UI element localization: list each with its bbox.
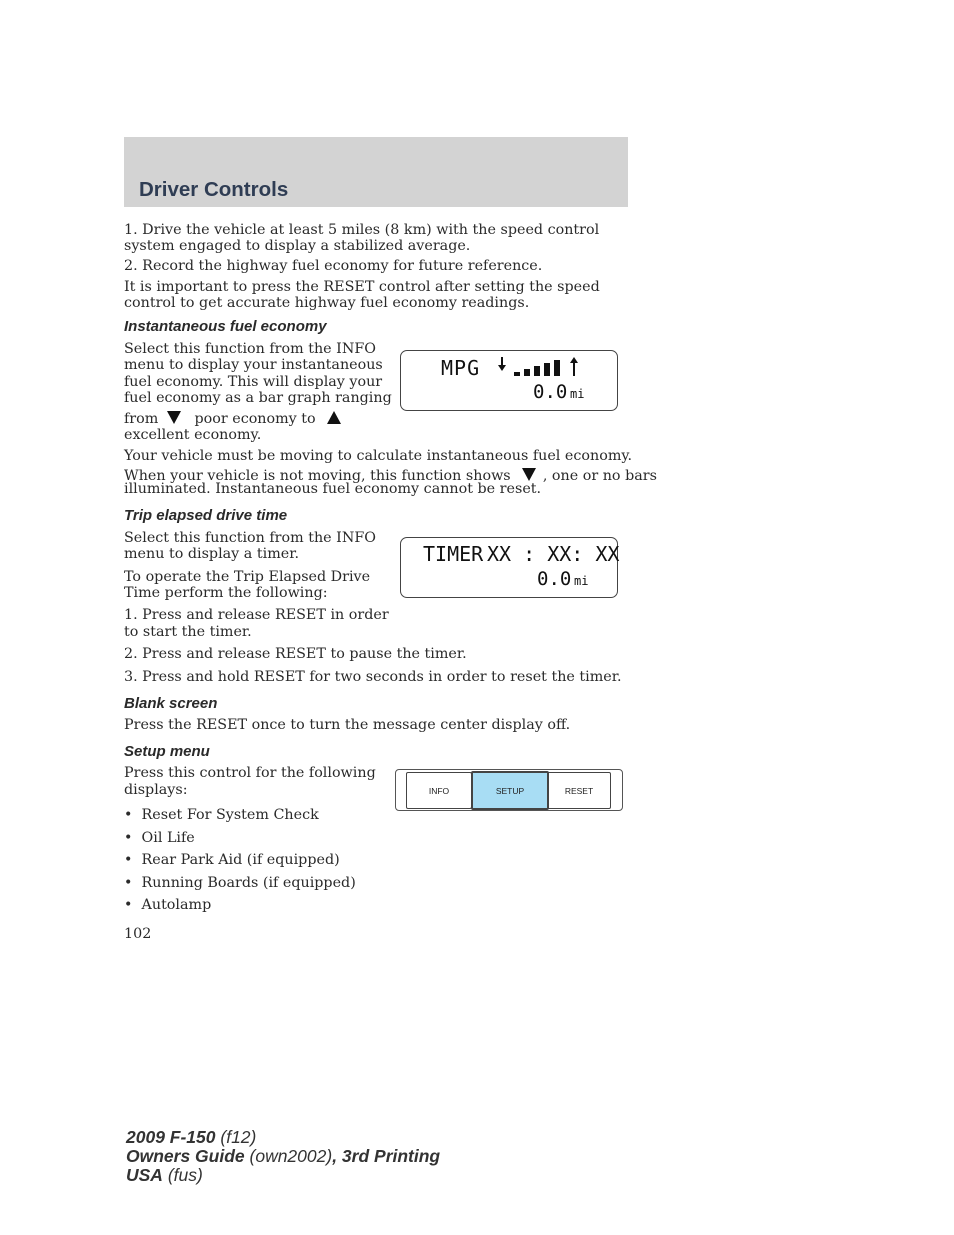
trip-step-2: 2. Press and release RESET to pause the timer.	[124, 646, 467, 662]
economy-bar	[544, 363, 550, 376]
info-button[interactable]: INFO	[406, 772, 472, 809]
economy-bar	[524, 369, 530, 376]
mpg-bar-graph	[495, 355, 585, 377]
heading-trip-elapsed-drive-time: Trip elapsed drive time	[124, 507, 288, 524]
heading-instantaneous-fuel-economy: Instantaneous fuel economy	[124, 318, 327, 335]
blank-screen-text: Press the RESET once to turn the message center display off.	[124, 717, 571, 733]
trip-p1-line-1: Select this function from the INFO	[124, 530, 376, 546]
footer-line-3: USA (fus)	[126, 1165, 203, 1185]
timer-display	[400, 537, 618, 598]
trip-p1-line-2: menu to display a timer.	[124, 546, 300, 562]
timer-value: 0.0	[537, 568, 572, 590]
intro-step-2: 2. Record the highway fuel economy for future reference.	[124, 258, 543, 274]
economy-bar	[534, 366, 540, 376]
mpg-display	[400, 350, 618, 411]
timer-label: TIMER	[423, 542, 484, 566]
list-item: • Reset For System Check	[124, 807, 319, 823]
mpg-value: 0.0	[533, 381, 568, 403]
setup-p-line-2: displays:	[124, 782, 188, 798]
from-text: from	[124, 411, 159, 427]
instant-para2-line-1: Your vehicle must be moving to calculate instantaneous fuel economy.	[124, 448, 633, 464]
not-moving-text: When your vehicle is not moving, this function shows	[124, 468, 511, 484]
trip-p2-line-2: Time perform the following:	[124, 585, 328, 601]
poor-economy-text: poor economy to	[194, 411, 316, 427]
mpg-label: MPG	[441, 356, 481, 380]
timer-unit: mi	[574, 574, 589, 588]
instant-range-line	[124, 408, 341, 427]
economy-bars	[514, 360, 560, 376]
trip-step-1-line-1: 1. Press and release RESET in order	[124, 607, 389, 623]
reset-button[interactable]: RESET	[547, 772, 611, 809]
list-item: • Running Boards (if equipped)	[124, 875, 356, 891]
trip-step-1-line-2: to start the timer.	[124, 624, 252, 640]
economy-bar	[554, 360, 560, 376]
up-arrow-icon	[327, 411, 341, 424]
timer-time: XX : XX: XX	[487, 542, 620, 566]
page-number: 102	[124, 926, 152, 942]
high-arrow-icon	[570, 357, 578, 376]
setup-button[interactable]: SETUP	[471, 771, 549, 810]
footer-line-1: 2009 F-150 (f12)	[126, 1127, 257, 1147]
list-item: • Autolamp	[124, 897, 212, 913]
instant-para2-line-3: illuminated. Instantaneous fuel economy cannot be reset.	[124, 481, 542, 497]
instant-excellent-text: excellent economy.	[124, 427, 262, 443]
trip-step-3: 3. Press and hold RESET for two seconds in order to reset the timer.	[124, 669, 622, 685]
list-item: • Rear Park Aid (if equipped)	[124, 852, 340, 868]
instant-para-line-3: fuel economy. This will display your	[124, 374, 383, 390]
setup-p-line-1: Press this control for the following	[124, 765, 376, 781]
bars-text: , one or no bars	[542, 468, 657, 484]
low-arrow-icon	[498, 357, 506, 371]
instant-para-line-4: fuel economy as a bar graph ranging	[124, 390, 392, 406]
down-arrow-icon	[522, 468, 536, 481]
heading-setup-menu: Setup menu	[124, 743, 210, 760]
economy-bar	[514, 372, 520, 376]
section-title: Driver Controls	[139, 178, 289, 201]
heading-blank-screen: Blank screen	[124, 695, 218, 712]
footer-line-2: Owners Guide (own2002), 3rd Printing	[126, 1146, 441, 1166]
mpg-unit: mi	[570, 387, 585, 401]
down-arrow-icon	[167, 411, 181, 424]
list-item: • Oil Life	[124, 830, 195, 846]
intro-note: It is important to press the RESET control after setting the speed control to get accurate highway fuel economy readings.	[124, 279, 600, 312]
intro-step-1: 1. Drive the vehicle at least 5 miles (8 km) with the speed control system engaged to display a stabilized average.	[124, 222, 600, 255]
instant-para-line-2: menu to display your instantaneous	[124, 357, 383, 373]
instant-para-line-1: Select this function from the INFO	[124, 341, 376, 357]
trip-p2-line-1: To operate the Trip Elapsed Drive	[124, 569, 371, 585]
